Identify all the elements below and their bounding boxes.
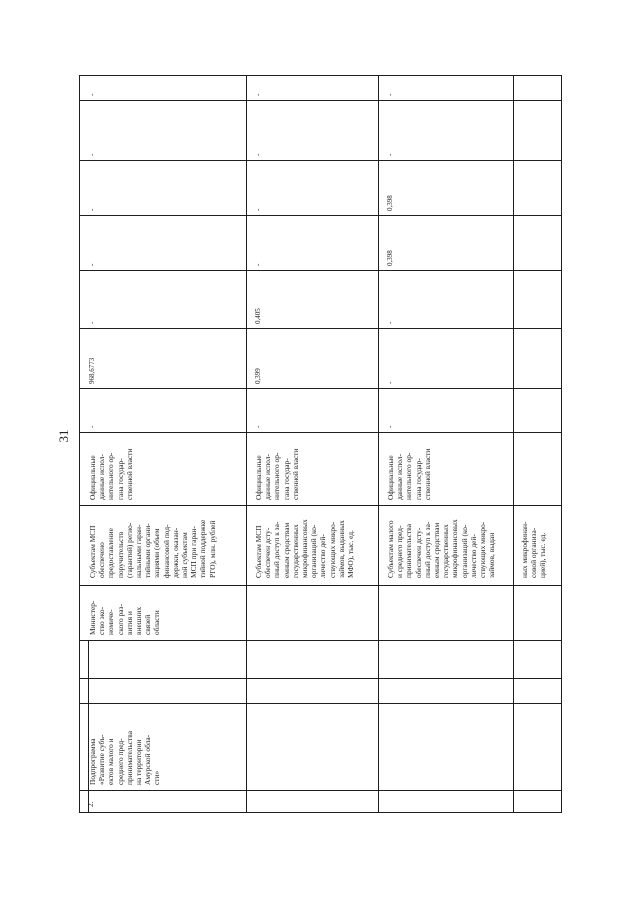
table-line: [79, 160, 562, 161]
value-cell: 0,398: [386, 195, 394, 211]
indicator-name: Субъектам малого и среднего пред- принимательства обеспечен дсту- пный доступ к за- емным средствам государственных микрофинансовых организаций (ко- личество дей- ствующих микро- займов, выдан: [386, 519, 497, 578]
table-line: [79, 585, 562, 586]
row-number: 2.: [86, 801, 95, 807]
value-cell: -: [88, 321, 96, 324]
value-cell: 968,6773: [88, 357, 96, 384]
value-cell: 0,398: [386, 250, 394, 266]
value-cell: -: [254, 208, 262, 211]
table-line: [88, 640, 89, 812]
data-source: Официальные данные испол- нительного ор- гана государ- ственной власти: [88, 448, 134, 500]
value-cell: -: [386, 321, 394, 324]
value-cell: -: [254, 263, 262, 266]
table-line: [79, 812, 562, 813]
value-cell: -: [88, 93, 96, 96]
indicator-name: Субъектам МСП обеспечено предоставление поручительств (гарантий) регио- нальными гаран- тийными органи- зациями (объем финансовой под- держки, оказан- ной субъектам МСП при гаран- тийной поддержке РГО), млн. рублей: [88, 519, 217, 578]
value-cell: -: [386, 425, 394, 428]
executor: Министер- ство эко- номиче- ского раз- вития и внешних связей области: [88, 600, 162, 635]
table-line: [79, 640, 562, 641]
value-cell: -: [88, 263, 96, 266]
indicator-name: Субъектам МСП обеспечен дсту- пный доступ к за- емным средствам государственных микрофинансовых организаций (ко- личество дей- ствующих микро- займов, выданных МФО), тыс. ед.: [254, 519, 356, 578]
subprogram-title: Подпрограмма «Развитие субъ- ектов малого и среднего пред- принимательства на территории Амурской обла- сти»: [88, 731, 162, 785]
table-line: [79, 790, 562, 791]
value-cell: -: [88, 153, 96, 156]
value-cell: -: [386, 93, 394, 96]
page-number: 31: [56, 429, 71, 443]
table-line: [79, 388, 562, 389]
table-line: [79, 100, 562, 101]
table-line: [79, 328, 562, 329]
table-line: [79, 432, 562, 433]
table-line: [79, 215, 562, 216]
indicator-name-continuation: ных микрофинан- совой организа- цией), тыс. ед.: [520, 521, 548, 578]
value-cell: -: [88, 425, 96, 428]
value-cell: 0,399: [254, 368, 262, 384]
table-line: [79, 505, 562, 506]
table-line: [79, 75, 562, 76]
value-cell: -: [254, 93, 262, 96]
value-cell: -: [386, 381, 394, 384]
data-source: Официальные данные испол- нительного ор- гана государ- ственной власти: [386, 448, 432, 500]
value-cell: -: [88, 208, 96, 211]
value-cell: 0,405: [254, 308, 262, 324]
value-cell: -: [386, 153, 394, 156]
table-line: [79, 703, 562, 704]
table-line: [79, 270, 562, 271]
value-cell: -: [254, 153, 262, 156]
value-cell: -: [254, 425, 262, 428]
table-line: [79, 678, 562, 679]
data-source: Официальные данные испол- нительного ор- гана государ- ственной власти: [254, 448, 300, 500]
